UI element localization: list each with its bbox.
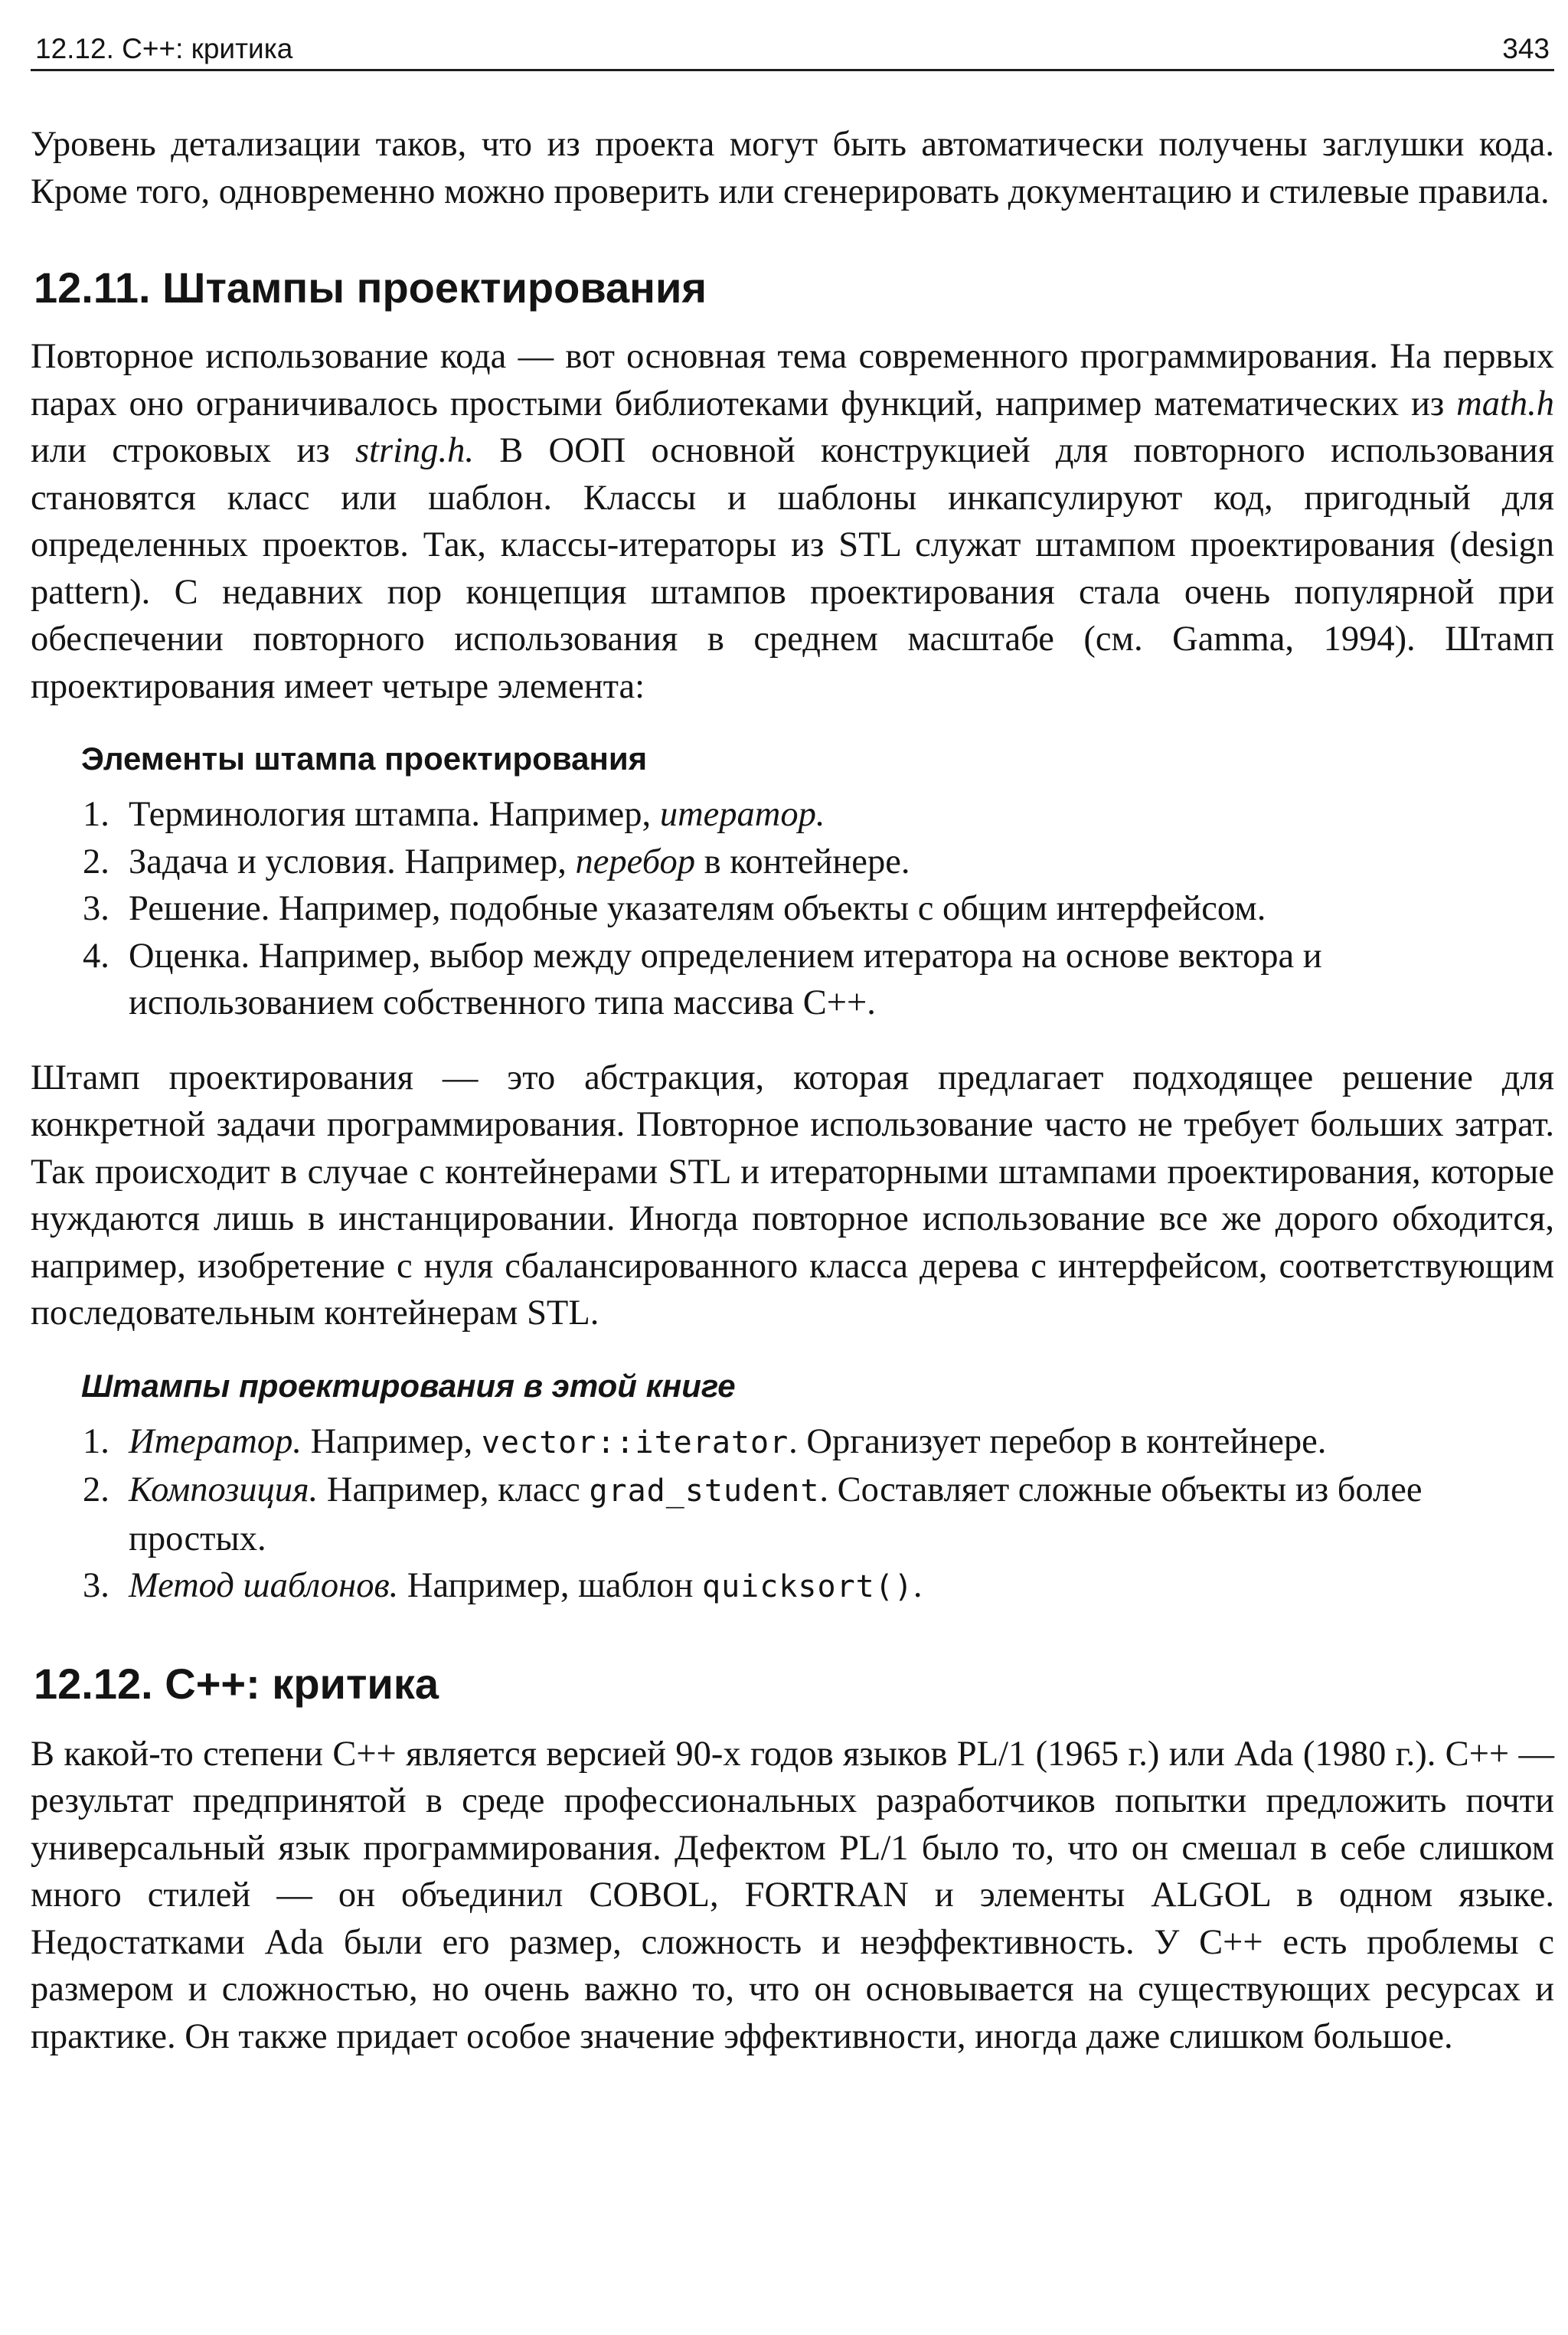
stringh-term: string.h. bbox=[354, 431, 474, 470]
list-item: 4. Оценка. Например, выбор между определением итератора на основе вектора и использованием собственного типа массива С++. bbox=[83, 936, 1322, 1022]
list-item: 2. Задача и условия. Например, перебор в контейнере. bbox=[83, 842, 910, 881]
page-number: 343 bbox=[1502, 33, 1550, 64]
code-vector-iterator: vector::iterator bbox=[481, 1424, 789, 1460]
design-patterns-paragraph: Повторное использование кода — вот основная тема современного программирования. На первых парах оно ограничивалось простыми библиотеками функций, например математических из math.h или строковых из string.h. В ООП основной конструкцией для повторного использования становятся класс или шаблон. Классы и шаблоны инкапсулируют код, пригодный для определенных проектов. Так, классы-итераторы из STL служат штампом проектирования (design pattern). С недавних пор концепция штампов проектирования стала очень популярной при обеспечении повторного использования в среднем масштабе (см. Gamma, 1994). Штамп проектирования имеет четыре элемента: bbox=[31, 337, 1554, 706]
subheading-patterns-in-book: Штампы проектирования в этой книге bbox=[81, 1367, 736, 1404]
section-heading-12-11: 12.11. Штампы проектирования bbox=[34, 263, 707, 312]
page-body bbox=[31, 121, 1554, 2060]
list-item: 3. Метод шаблонов. Например, шаблон quicksort(). bbox=[83, 1566, 923, 1605]
mathh-term: math.h bbox=[1456, 384, 1554, 424]
subheading-pattern-elements: Элементы штампа проектирования bbox=[81, 741, 648, 777]
list-item: 3. Решение. Например, подобные указателям объекты с общим интерфейсом. bbox=[83, 889, 1266, 928]
pattern-elements-list bbox=[31, 791, 1554, 1027]
book-patterns-list bbox=[31, 1418, 1554, 1611]
section-heading-12-12: 12.12. С++: критика bbox=[34, 1659, 439, 1708]
code-quicksort: quicksort() bbox=[702, 1569, 913, 1604]
intro-paragraph: Уровень детализации таков, что из проекта могут быть автоматически получены заглушки кода. Кроме того, одновременно можно проверить или сгенерировать документацию и стилевые правила. bbox=[31, 125, 1554, 211]
cpp-critique-paragraph: В какой-то степени С++ является версией 90-х годов языков PL/1 (1965 г.) или Ada (1980 г.). С++ — результат предпринятой в среде профессиональных разработчиков попытки предложить почти универсальный язык программирования. Дефектом PL/1 было то, что он смешал в себе слишком много стилей — он объединил COBOL, FORTRAN и элементы ALGOL в одном языке. Недостатками Ada были его размер, сложность и неэффективность. У С++ есть проблемы с размером и сложностью, но очень важно то, что он основывается на существующих ресурсах и практике. Он также придает особое значение эффективности, иногда даже слишком большое. bbox=[31, 1734, 1554, 2056]
list-item: 2. Композиция. Например, класс grad_student. Составляет сложные объекты из более простых. bbox=[83, 1470, 1423, 1558]
running-head bbox=[31, 29, 1554, 71]
code-grad-student: grad_student bbox=[589, 1473, 820, 1509]
list-item: 1. Итератор. Например, vector::iterator. Организует перебор в контейнере. bbox=[83, 1421, 1327, 1461]
list-item: 1. Терминология штампа. Например, итератор. bbox=[83, 795, 825, 834]
pattern-abstraction-paragraph: Штамп проектирования — это абстракция, которая предлагает подходящее решение для конкретной задачи программирования. Повторное использование часто не требует больших затрат. Так происходит в случае с контейнерами STL и итераторными штампами проектирования, которые нуждаются лишь в инстанцировании. Иногда повторное использование все же дорого обходится, например, изобретение с нуля сбалансированного класса дерева с интерфейсом, соответствующим последовательным контейнерам STL. bbox=[31, 1058, 1554, 1333]
running-head-title: 12.12. С++: критика bbox=[35, 33, 293, 64]
